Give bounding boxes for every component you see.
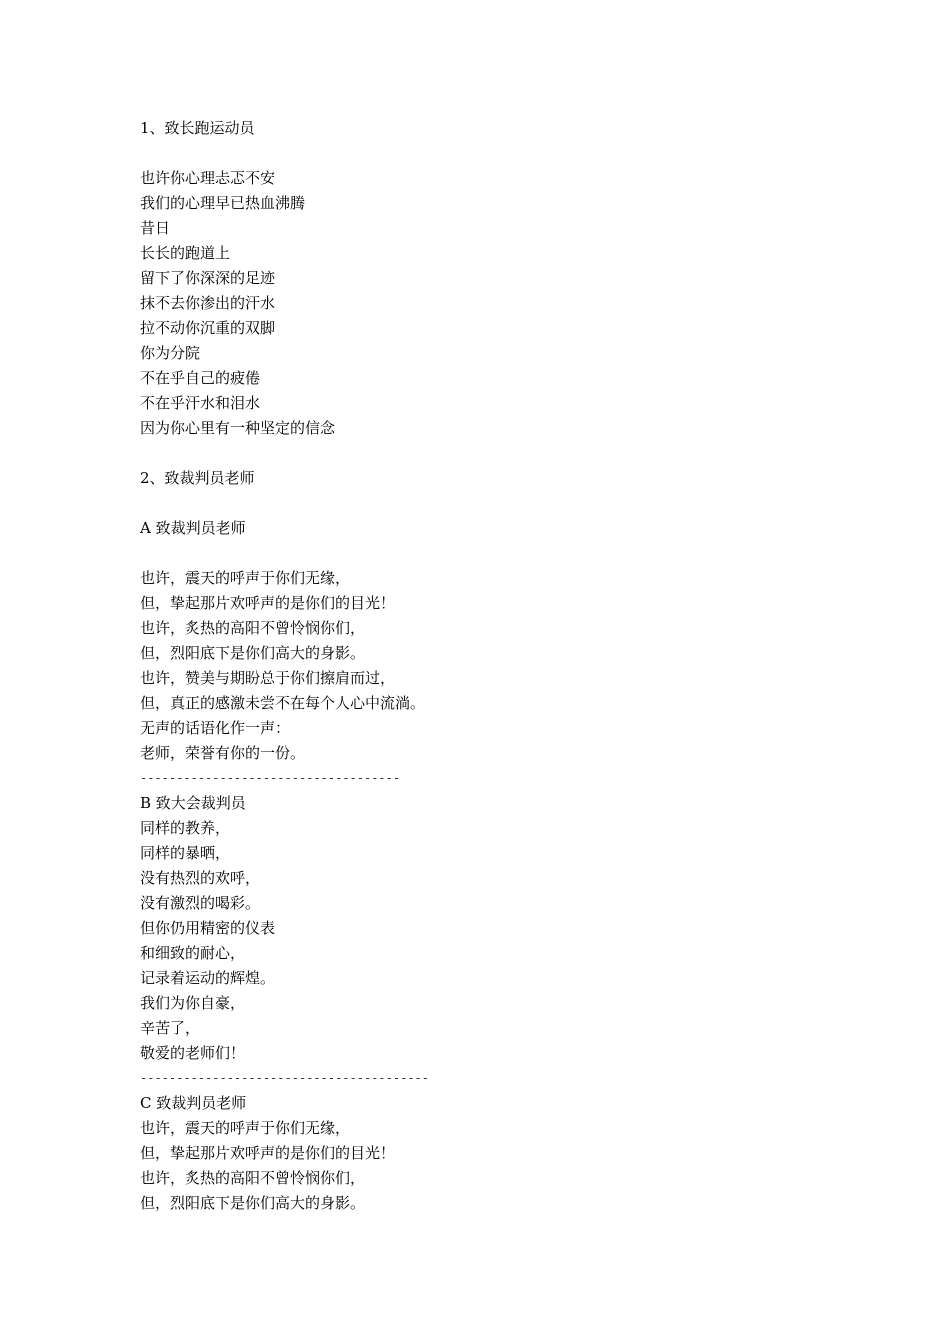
poem-line: 无声的话语化作一声： — [140, 719, 291, 737]
poem-line: 也许，炙热的高阳不曾怜悯你们， — [140, 1169, 366, 1187]
poem-line: 不在乎自己的疲倦 — [140, 369, 261, 387]
poem-line: 拉不动你沉重的双脚 — [140, 319, 276, 337]
poem-line: 我们为你自豪， — [140, 994, 246, 1012]
poem-line: 也许，震天的呼声于你们无缘， — [140, 1119, 351, 1137]
poem-line: 也许你心理忐忑不安 — [140, 169, 276, 187]
poem-line: 辛苦了， — [140, 1019, 201, 1037]
part-a-title: A 致裁判员老师 — [140, 519, 246, 537]
blank-line — [140, 141, 840, 166]
poem-line: 但，真正的感激未尝不在每个人心中流淌。 — [140, 694, 426, 712]
blank-line — [140, 491, 840, 516]
poem-line: 也许，炙热的高阳不曾怜悯你们， — [140, 619, 366, 637]
poem-line: 抹不去你渗出的汗水 — [140, 294, 276, 312]
poem-line: 不在乎汗水和泪水 — [140, 394, 261, 412]
part-c-title: C 致裁判员老师 — [140, 1094, 247, 1112]
section-1-title: 1、致长跑运动员 — [140, 119, 255, 137]
poem-line: 没有热烈的欢呼， — [140, 869, 261, 887]
poem-line: 但，挚起那片欢呼声的是你们的目光！ — [140, 1144, 396, 1162]
poem-line: 老师，荣誉有你的一份。 — [140, 744, 306, 762]
poem-line: 同样的教养， — [140, 819, 231, 837]
part-b-title: B 致大会裁判员 — [140, 794, 246, 812]
poem-line: 因为你心里有一种坚定的信念 — [140, 419, 336, 437]
poem-line: 你为分院 — [140, 344, 201, 362]
poem-line: 我们的心理早已热血沸腾 — [140, 194, 306, 212]
document-body — [140, 116, 840, 1216]
poem-line: 但，挚起那片欢呼声的是你们的目光！ — [140, 594, 396, 612]
poem-line: 但，烈阳底下是你们高大的身影。 — [140, 644, 366, 662]
poem-line: 长长的跑道上 — [140, 244, 231, 262]
poem-line: 没有激烈的喝彩。 — [140, 894, 261, 912]
poem-line: 和细致的耐心， — [140, 944, 246, 962]
separator-line: ---------------------------------------- — [140, 1071, 429, 1085]
poem-line: 但你仍用精密的仪表 — [140, 919, 276, 937]
poem-line: 也许，赞美与期盼总于你们擦肩而过， — [140, 669, 396, 687]
separator-line: ------------------------------------ — [140, 771, 401, 785]
poem-line: 昔日 — [140, 219, 171, 237]
poem-line: 记录着运动的辉煌。 — [140, 969, 276, 987]
poem-line: 留下了你深深的足迹 — [140, 269, 276, 287]
poem-line: 同样的暴晒， — [140, 844, 231, 862]
poem-line: 但，烈阳底下是你们高大的身影。 — [140, 1194, 366, 1212]
poem-line: 也许，震天的呼声于你们无缘， — [140, 569, 351, 587]
blank-line — [140, 441, 840, 466]
blank-line — [140, 541, 840, 566]
poem-line: 敬爱的老师们！ — [140, 1044, 246, 1062]
section-2-title: 2、致裁判员老师 — [140, 469, 255, 487]
